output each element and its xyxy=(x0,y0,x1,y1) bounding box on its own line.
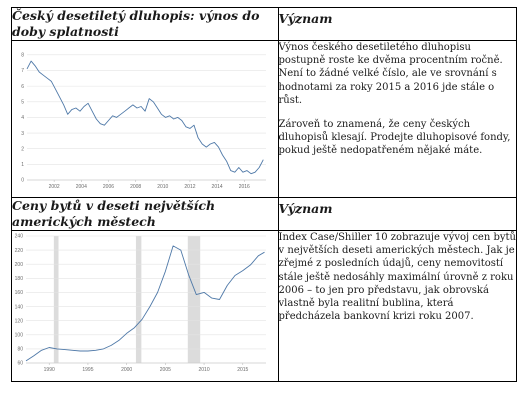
y-tick-label: 8 xyxy=(21,52,24,59)
y-tick-label: 100 xyxy=(14,332,23,339)
y-tick-label: 180 xyxy=(14,276,23,283)
y-tick-label: 160 xyxy=(14,290,23,297)
x-tick-label: 2010 xyxy=(198,367,210,373)
x-tick-label: 2015 xyxy=(237,367,249,373)
recession-band-2 xyxy=(188,236,200,363)
x-tick-label: 2008 xyxy=(130,184,142,190)
row-1-paragraph-2: Zároveň to znamená, že ceny českých dluhopisů klesají. Prodejte dluhopisové fondy, pokud ještě nedopatřeném nějaké máte. xyxy=(278,119,511,157)
row-2-meaning-header: Význam xyxy=(278,198,516,231)
row-2-header xyxy=(12,198,517,231)
y-tick-label: 2 xyxy=(21,146,24,153)
y-tick-label: 60 xyxy=(17,360,23,367)
x-tick-label: 2000 xyxy=(121,367,133,373)
y-tick-label: 120 xyxy=(14,318,23,325)
plot-background xyxy=(12,41,270,192)
x-tick-label: 2014 xyxy=(211,184,223,190)
x-tick-label: 2016 xyxy=(238,184,250,190)
row-1-paragraph-1: Výnos českého desetiletého dluhopisu postupně roste ke dvěma procentním ročně. Není to žádné velké číslo, ale ve srovnání s hodnotami za roky 2015 a 2016 jde stále o růst. xyxy=(278,42,503,106)
x-tick-label: 2010 xyxy=(157,184,169,190)
y-tick-label: 6 xyxy=(21,83,24,90)
y-tick-label: 0 xyxy=(21,177,24,184)
row-2-paragraph-1: Index Case/Shiller 10 zobrazuje vývoj cen bytů v největších deseti amerických městech. Jak je zřejmé z posledních údajů, ceny nemovitostí stále ještě nedosáhly maximální úrovně z roku 2006 – to jen pro představu, jak obrovská vlastně byla realitní bublina, která předcházela bankovní krizi roku 2007. xyxy=(278,232,516,323)
x-tick-label: 2004 xyxy=(75,184,87,190)
x-tick-label: 2002 xyxy=(48,184,60,190)
x-tick-label: 2006 xyxy=(102,184,115,190)
x-tick-label: 2005 xyxy=(159,367,171,373)
x-tick-label: 1995 xyxy=(82,367,94,373)
y-tick-label: 3 xyxy=(21,130,24,137)
recession-band-1 xyxy=(136,236,141,363)
y-tick-label: 220 xyxy=(14,247,23,254)
x-tick-label: 2012 xyxy=(184,184,196,190)
row-1-meaning-header: Význam xyxy=(278,8,516,41)
comparison-table xyxy=(11,7,517,382)
row-1-text xyxy=(278,41,516,198)
y-tick-label: 80 xyxy=(17,346,23,353)
row-2-text xyxy=(278,231,516,382)
y-tick-label: 140 xyxy=(14,304,23,311)
home-price-chart xyxy=(12,231,270,376)
row-1-header xyxy=(12,8,517,41)
row-1-chart-cell xyxy=(12,41,279,198)
y-tick-label: 7 xyxy=(21,68,24,75)
row-2-title: Ceny bytů v deseti největších amerických městech xyxy=(12,198,279,231)
bond-yield-chart xyxy=(12,41,270,192)
row-1-body xyxy=(12,41,517,198)
y-tick-label: 4 xyxy=(21,115,24,122)
y-tick-label: 5 xyxy=(21,99,24,106)
recession-band-0 xyxy=(54,236,59,363)
row-2-chart-cell xyxy=(12,231,279,382)
y-tick-label: 240 xyxy=(14,233,23,240)
row-2-body xyxy=(12,231,517,382)
y-tick-label: 200 xyxy=(14,261,23,268)
row-1-title: Český desetiletý dluhopis: výnos do doby splatnosti xyxy=(12,8,279,41)
x-tick-label: 1990 xyxy=(43,367,55,373)
y-tick-label: 1 xyxy=(21,162,24,169)
